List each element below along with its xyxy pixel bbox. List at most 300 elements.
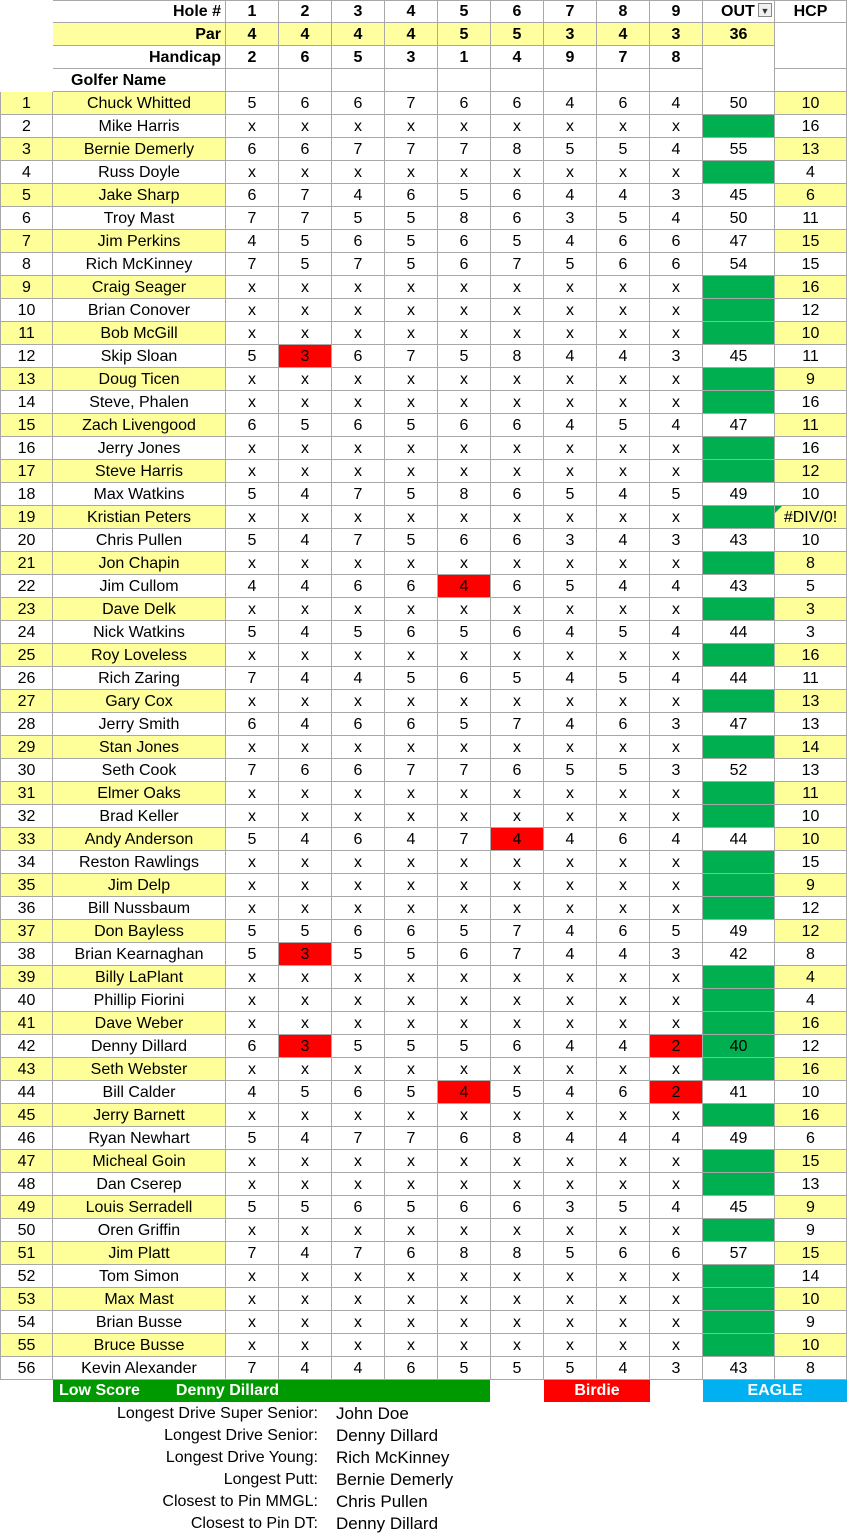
row-number[interactable]: 9 — [0, 276, 53, 299]
out-total[interactable] — [703, 1288, 775, 1311]
score-cell[interactable]: x — [438, 322, 491, 345]
row-number[interactable]: 24 — [0, 621, 53, 644]
golfer-name[interactable]: Bruce Busse — [53, 1334, 226, 1357]
score-cell[interactable]: x — [597, 1058, 650, 1081]
score-cell[interactable]: x — [597, 506, 650, 529]
score-cell[interactable]: x — [332, 874, 385, 897]
score-cell[interactable]: 3 — [650, 529, 703, 552]
score-cell[interactable]: x — [544, 1058, 597, 1081]
golfer-name[interactable]: Don Bayless — [53, 920, 226, 943]
golfer-name[interactable]: Elmer Oaks — [53, 782, 226, 805]
score-cell[interactable]: x — [597, 989, 650, 1012]
row-number[interactable]: 41 — [0, 1012, 53, 1035]
out-total[interactable] — [703, 851, 775, 874]
score-cell[interactable]: x — [544, 391, 597, 414]
score-cell[interactable]: x — [385, 1012, 438, 1035]
score-cell[interactable]: 6 — [279, 138, 332, 161]
row-number[interactable]: 25 — [0, 644, 53, 667]
score-cell[interactable]: 4 — [279, 1357, 332, 1380]
score-cell[interactable]: x — [385, 897, 438, 920]
score-cell[interactable]: 4 — [438, 1081, 491, 1104]
score-cell[interactable]: x — [438, 1334, 491, 1357]
score-cell[interactable]: x — [491, 552, 544, 575]
out-total[interactable]: 41 — [703, 1081, 775, 1104]
score-cell[interactable]: 7 — [332, 529, 385, 552]
score-cell[interactable]: 5 — [385, 529, 438, 552]
score-cell[interactable]: x — [597, 966, 650, 989]
score-cell[interactable]: x — [279, 161, 332, 184]
score-cell[interactable]: x — [438, 460, 491, 483]
score-cell[interactable]: x — [385, 874, 438, 897]
out-total[interactable] — [703, 506, 775, 529]
out-total[interactable] — [703, 966, 775, 989]
golfer-name[interactable]: Dave Delk — [53, 598, 226, 621]
row-number[interactable]: 6 — [0, 207, 53, 230]
score-cell[interactable]: 7 — [385, 92, 438, 115]
score-cell[interactable]: x — [279, 437, 332, 460]
score-cell[interactable]: 7 — [491, 920, 544, 943]
out-total[interactable] — [703, 1104, 775, 1127]
score-cell[interactable]: x — [438, 736, 491, 759]
row-number[interactable]: 28 — [0, 713, 53, 736]
score-cell[interactable]: x — [597, 805, 650, 828]
score-cell[interactable]: 4 — [332, 1357, 385, 1380]
score-cell[interactable]: x — [279, 1173, 332, 1196]
golfer-name[interactable]: Jerry Smith — [53, 713, 226, 736]
out-total[interactable]: 45 — [703, 184, 775, 207]
score-cell[interactable]: x — [491, 437, 544, 460]
golfer-name[interactable]: Dan Cserep — [53, 1173, 226, 1196]
out-total[interactable] — [703, 322, 775, 345]
score-cell[interactable]: x — [544, 874, 597, 897]
score-cell[interactable]: x — [279, 989, 332, 1012]
score-cell[interactable]: x — [438, 391, 491, 414]
score-cell[interactable]: x — [438, 782, 491, 805]
golfer-name[interactable]: Russ Doyle — [53, 161, 226, 184]
score-cell[interactable]: x — [491, 897, 544, 920]
out-total[interactable] — [703, 1058, 775, 1081]
row-number[interactable]: 14 — [0, 391, 53, 414]
score-cell[interactable]: 4 — [544, 92, 597, 115]
row-number[interactable]: 35 — [0, 874, 53, 897]
handicap-value[interactable]: 8 — [775, 943, 847, 966]
score-cell[interactable]: 4 — [544, 943, 597, 966]
score-cell[interactable]: 6 — [597, 920, 650, 943]
score-cell[interactable]: 6 — [279, 92, 332, 115]
score-cell[interactable]: 4 — [385, 828, 438, 851]
out-total[interactable] — [703, 874, 775, 897]
score-cell[interactable]: x — [544, 299, 597, 322]
score-cell[interactable]: x — [650, 989, 703, 1012]
golfer-name[interactable]: Gary Cox — [53, 690, 226, 713]
score-cell[interactable]: x — [332, 1219, 385, 1242]
handicap-value[interactable]: 15 — [775, 253, 847, 276]
score-cell[interactable]: 3 — [279, 943, 332, 966]
handicap-value[interactable]: 12 — [775, 460, 847, 483]
row-number[interactable]: 32 — [0, 805, 53, 828]
score-cell[interactable]: x — [650, 1150, 703, 1173]
score-cell[interactable]: x — [385, 322, 438, 345]
score-cell[interactable]: 3 — [650, 345, 703, 368]
score-cell[interactable]: x — [279, 966, 332, 989]
score-cell[interactable]: x — [438, 506, 491, 529]
score-cell[interactable]: x — [226, 690, 279, 713]
handicap-value[interactable]: 16 — [775, 1012, 847, 1035]
row-number[interactable]: 54 — [0, 1311, 53, 1334]
score-cell[interactable]: x — [597, 1265, 650, 1288]
score-cell[interactable]: x — [226, 897, 279, 920]
score-cell[interactable]: x — [226, 736, 279, 759]
score-cell[interactable]: x — [491, 506, 544, 529]
row-number[interactable]: 29 — [0, 736, 53, 759]
score-cell[interactable]: 4 — [226, 575, 279, 598]
score-cell[interactable]: 5 — [597, 621, 650, 644]
score-cell[interactable]: 6 — [438, 92, 491, 115]
score-cell[interactable]: 6 — [650, 1242, 703, 1265]
score-cell[interactable]: x — [438, 1173, 491, 1196]
handicap-value[interactable]: 10 — [775, 1081, 847, 1104]
golfer-name[interactable]: Chris Pullen — [53, 529, 226, 552]
score-cell[interactable]: 6 — [491, 621, 544, 644]
score-cell[interactable]: x — [385, 460, 438, 483]
score-cell[interactable]: 6 — [385, 621, 438, 644]
score-cell[interactable]: 4 — [650, 1127, 703, 1150]
handicap-value[interactable]: 13 — [775, 713, 847, 736]
score-cell[interactable]: x — [332, 1288, 385, 1311]
score-cell[interactable]: x — [279, 552, 332, 575]
score-cell[interactable]: x — [385, 805, 438, 828]
score-cell[interactable]: 4 — [597, 575, 650, 598]
score-cell[interactable]: x — [597, 391, 650, 414]
score-cell[interactable]: x — [544, 782, 597, 805]
golfer-name[interactable]: Jim Delp — [53, 874, 226, 897]
row-number[interactable]: 18 — [0, 483, 53, 506]
row-number[interactable]: 55 — [0, 1334, 53, 1357]
handicap-value[interactable]: 6 — [775, 184, 847, 207]
score-cell[interactable]: x — [544, 598, 597, 621]
score-cell[interactable]: x — [650, 161, 703, 184]
score-cell[interactable]: 4 — [650, 828, 703, 851]
score-cell[interactable]: 5 — [597, 414, 650, 437]
score-cell[interactable]: x — [385, 1288, 438, 1311]
score-cell[interactable]: x — [650, 1288, 703, 1311]
handicap-value[interactable]: 11 — [775, 782, 847, 805]
score-cell[interactable]: x — [597, 161, 650, 184]
golfer-name[interactable]: Brian Conover — [53, 299, 226, 322]
score-cell[interactable]: 7 — [332, 483, 385, 506]
score-cell[interactable]: 6 — [597, 230, 650, 253]
score-cell[interactable]: 5 — [226, 920, 279, 943]
score-cell[interactable]: x — [279, 299, 332, 322]
out-total[interactable] — [703, 989, 775, 1012]
score-cell[interactable]: 5 — [226, 828, 279, 851]
score-cell[interactable]: x — [438, 299, 491, 322]
score-cell[interactable]: x — [491, 1173, 544, 1196]
score-cell[interactable]: x — [385, 1265, 438, 1288]
out-total[interactable] — [703, 1334, 775, 1357]
score-cell[interactable]: x — [597, 1173, 650, 1196]
row-number[interactable]: 38 — [0, 943, 53, 966]
score-cell[interactable]: 6 — [438, 943, 491, 966]
row-number[interactable]: 13 — [0, 368, 53, 391]
score-cell[interactable]: x — [279, 391, 332, 414]
score-cell[interactable]: x — [544, 1334, 597, 1357]
golfer-name[interactable]: Kevin Alexander — [53, 1357, 226, 1380]
golfer-name[interactable]: Brian Kearnaghan — [53, 943, 226, 966]
handicap-value[interactable]: 16 — [775, 276, 847, 299]
score-cell[interactable]: 4 — [279, 621, 332, 644]
score-cell[interactable]: 4 — [650, 138, 703, 161]
score-cell[interactable]: x — [544, 805, 597, 828]
handicap-value[interactable]: 9 — [775, 1219, 847, 1242]
score-cell[interactable]: 6 — [597, 713, 650, 736]
score-cell[interactable]: x — [491, 874, 544, 897]
score-cell[interactable]: x — [544, 322, 597, 345]
score-cell[interactable]: x — [544, 552, 597, 575]
score-cell[interactable]: 6 — [491, 575, 544, 598]
score-cell[interactable]: 7 — [438, 759, 491, 782]
score-cell[interactable]: x — [385, 161, 438, 184]
score-cell[interactable]: 5 — [279, 1081, 332, 1104]
score-cell[interactable]: x — [544, 690, 597, 713]
score-cell[interactable]: 6 — [385, 1242, 438, 1265]
out-total[interactable]: 52 — [703, 759, 775, 782]
golfer-name[interactable]: Rich Zaring — [53, 667, 226, 690]
row-number[interactable]: 33 — [0, 828, 53, 851]
score-cell[interactable]: 5 — [385, 1035, 438, 1058]
score-cell[interactable]: x — [226, 989, 279, 1012]
out-total[interactable] — [703, 897, 775, 920]
score-cell[interactable]: x — [226, 391, 279, 414]
score-cell[interactable]: 4 — [650, 621, 703, 644]
score-cell[interactable]: 4 — [491, 828, 544, 851]
score-cell[interactable]: 4 — [332, 667, 385, 690]
score-cell[interactable]: 4 — [279, 713, 332, 736]
score-cell[interactable]: x — [332, 276, 385, 299]
golfer-name[interactable]: Jim Perkins — [53, 230, 226, 253]
score-cell[interactable]: 5 — [226, 1196, 279, 1219]
score-cell[interactable]: 6 — [438, 1196, 491, 1219]
score-cell[interactable]: x — [279, 1104, 332, 1127]
golfer-name[interactable]: Max Watkins — [53, 483, 226, 506]
out-total[interactable] — [703, 1219, 775, 1242]
score-cell[interactable]: x — [226, 644, 279, 667]
score-cell[interactable]: 5 — [438, 1035, 491, 1058]
out-total[interactable] — [703, 115, 775, 138]
golfer-name[interactable]: Craig Seager — [53, 276, 226, 299]
handicap-value[interactable]: 9 — [775, 368, 847, 391]
score-cell[interactable]: 6 — [597, 92, 650, 115]
score-cell[interactable]: 5 — [597, 759, 650, 782]
out-total[interactable]: 49 — [703, 920, 775, 943]
out-total[interactable] — [703, 552, 775, 575]
handicap-value[interactable]: 4 — [775, 966, 847, 989]
score-cell[interactable]: 5 — [491, 1357, 544, 1380]
golfer-name[interactable]: Zach Livengood — [53, 414, 226, 437]
score-cell[interactable]: x — [650, 1311, 703, 1334]
score-cell[interactable]: x — [491, 1104, 544, 1127]
score-cell[interactable]: x — [491, 368, 544, 391]
handicap-value[interactable]: 10 — [775, 828, 847, 851]
score-cell[interactable]: x — [226, 1219, 279, 1242]
handicap-value[interactable]: 12 — [775, 920, 847, 943]
score-cell[interactable]: x — [332, 1150, 385, 1173]
score-cell[interactable]: x — [650, 299, 703, 322]
score-cell[interactable]: x — [226, 1334, 279, 1357]
score-cell[interactable]: x — [650, 1334, 703, 1357]
score-cell[interactable]: 6 — [491, 207, 544, 230]
score-cell[interactable]: 4 — [544, 1081, 597, 1104]
score-cell[interactable]: x — [597, 437, 650, 460]
score-cell[interactable]: x — [544, 1288, 597, 1311]
out-total[interactable]: 50 — [703, 207, 775, 230]
score-cell[interactable]: 7 — [226, 667, 279, 690]
score-cell[interactable]: 6 — [491, 414, 544, 437]
score-cell[interactable]: x — [650, 598, 703, 621]
score-cell[interactable]: x — [385, 1219, 438, 1242]
score-cell[interactable]: 3 — [650, 1357, 703, 1380]
score-cell[interactable]: 4 — [544, 184, 597, 207]
score-cell[interactable]: 5 — [226, 621, 279, 644]
handicap-value[interactable]: 11 — [775, 345, 847, 368]
score-cell[interactable]: 3 — [544, 529, 597, 552]
score-cell[interactable]: x — [597, 1288, 650, 1311]
score-cell[interactable]: x — [650, 690, 703, 713]
handicap-value[interactable]: 15 — [775, 1242, 847, 1265]
golfer-name[interactable]: Reston Rawlings — [53, 851, 226, 874]
golfer-name[interactable]: Bill Nussbaum — [53, 897, 226, 920]
score-cell[interactable]: x — [438, 161, 491, 184]
score-cell[interactable]: x — [438, 897, 491, 920]
score-cell[interactable]: 5 — [226, 529, 279, 552]
score-cell[interactable]: x — [544, 437, 597, 460]
score-cell[interactable]: 5 — [385, 667, 438, 690]
score-cell[interactable]: 4 — [226, 1081, 279, 1104]
handicap-value[interactable]: #DIV/0! — [775, 506, 847, 529]
golfer-name[interactable]: Seth Webster — [53, 1058, 226, 1081]
score-cell[interactable]: x — [491, 1012, 544, 1035]
score-cell[interactable]: x — [279, 115, 332, 138]
golfer-name[interactable]: Roy Loveless — [53, 644, 226, 667]
score-cell[interactable]: x — [544, 276, 597, 299]
golfer-name[interactable]: Chuck Whitted — [53, 92, 226, 115]
golfer-name[interactable]: Skip Sloan — [53, 345, 226, 368]
row-number[interactable]: 8 — [0, 253, 53, 276]
score-cell[interactable]: 6 — [226, 713, 279, 736]
score-cell[interactable]: 4 — [279, 1127, 332, 1150]
row-number[interactable]: 49 — [0, 1196, 53, 1219]
golfer-name[interactable]: Jim Cullom — [53, 575, 226, 598]
score-cell[interactable]: x — [385, 299, 438, 322]
score-cell[interactable]: x — [597, 299, 650, 322]
score-cell[interactable]: x — [226, 368, 279, 391]
out-total[interactable] — [703, 1265, 775, 1288]
score-cell[interactable]: x — [491, 1058, 544, 1081]
score-cell[interactable]: 4 — [597, 184, 650, 207]
score-cell[interactable]: x — [438, 690, 491, 713]
score-cell[interactable]: x — [544, 1173, 597, 1196]
score-cell[interactable]: 7 — [226, 1357, 279, 1380]
score-cell[interactable]: 5 — [438, 621, 491, 644]
score-cell[interactable]: 5 — [650, 920, 703, 943]
score-cell[interactable]: 6 — [385, 575, 438, 598]
row-number[interactable]: 52 — [0, 1265, 53, 1288]
score-cell[interactable]: 3 — [650, 713, 703, 736]
score-cell[interactable]: x — [332, 552, 385, 575]
score-cell[interactable]: 5 — [385, 414, 438, 437]
golfer-name[interactable]: Oren Griffin — [53, 1219, 226, 1242]
score-cell[interactable]: 5 — [597, 138, 650, 161]
score-cell[interactable]: 6 — [332, 345, 385, 368]
score-cell[interactable]: x — [279, 1288, 332, 1311]
score-cell[interactable]: 4 — [597, 1127, 650, 1150]
score-cell[interactable]: x — [226, 1012, 279, 1035]
row-number[interactable]: 12 — [0, 345, 53, 368]
score-cell[interactable]: x — [650, 874, 703, 897]
score-cell[interactable]: 5 — [491, 1081, 544, 1104]
score-cell[interactable]: 3 — [650, 943, 703, 966]
score-cell[interactable]: 6 — [385, 920, 438, 943]
golfer-name[interactable]: Louis Serradell — [53, 1196, 226, 1219]
score-cell[interactable]: x — [597, 276, 650, 299]
row-number[interactable]: 17 — [0, 460, 53, 483]
score-cell[interactable]: x — [438, 874, 491, 897]
score-cell[interactable]: x — [650, 897, 703, 920]
out-total[interactable]: 43 — [703, 529, 775, 552]
row-number[interactable]: 30 — [0, 759, 53, 782]
score-cell[interactable]: x — [332, 437, 385, 460]
score-cell[interactable]: x — [385, 1311, 438, 1334]
score-cell[interactable]: x — [332, 897, 385, 920]
score-cell[interactable]: x — [544, 1012, 597, 1035]
golfer-name[interactable]: Troy Mast — [53, 207, 226, 230]
out-total[interactable] — [703, 736, 775, 759]
score-cell[interactable]: 5 — [279, 230, 332, 253]
score-cell[interactable]: x — [597, 460, 650, 483]
score-cell[interactable]: 7 — [279, 207, 332, 230]
score-cell[interactable]: 4 — [597, 1357, 650, 1380]
score-cell[interactable]: x — [385, 644, 438, 667]
score-cell[interactable]: x — [279, 874, 332, 897]
score-cell[interactable]: x — [226, 322, 279, 345]
score-cell[interactable]: 4 — [650, 575, 703, 598]
score-cell[interactable]: x — [332, 1104, 385, 1127]
out-total[interactable]: 49 — [703, 1127, 775, 1150]
score-cell[interactable]: 6 — [332, 713, 385, 736]
handicap-value[interactable]: 13 — [775, 690, 847, 713]
score-cell[interactable]: 7 — [385, 1127, 438, 1150]
score-cell[interactable]: x — [491, 598, 544, 621]
score-cell[interactable]: x — [226, 782, 279, 805]
row-number[interactable]: 42 — [0, 1035, 53, 1058]
score-cell[interactable]: 5 — [279, 253, 332, 276]
score-cell[interactable]: 4 — [544, 1127, 597, 1150]
out-total[interactable]: 40 — [703, 1035, 775, 1058]
score-cell[interactable]: 2 — [650, 1035, 703, 1058]
score-cell[interactable]: 5 — [385, 230, 438, 253]
handicap-value[interactable]: 16 — [775, 644, 847, 667]
score-cell[interactable]: x — [385, 1334, 438, 1357]
score-cell[interactable]: x — [650, 322, 703, 345]
score-cell[interactable]: x — [438, 115, 491, 138]
golfer-name[interactable]: Kristian Peters — [53, 506, 226, 529]
score-cell[interactable]: 5 — [385, 1196, 438, 1219]
score-cell[interactable]: x — [544, 1104, 597, 1127]
score-cell[interactable]: 5 — [544, 483, 597, 506]
score-cell[interactable]: x — [226, 966, 279, 989]
score-cell[interactable]: x — [385, 1150, 438, 1173]
score-cell[interactable]: x — [544, 368, 597, 391]
